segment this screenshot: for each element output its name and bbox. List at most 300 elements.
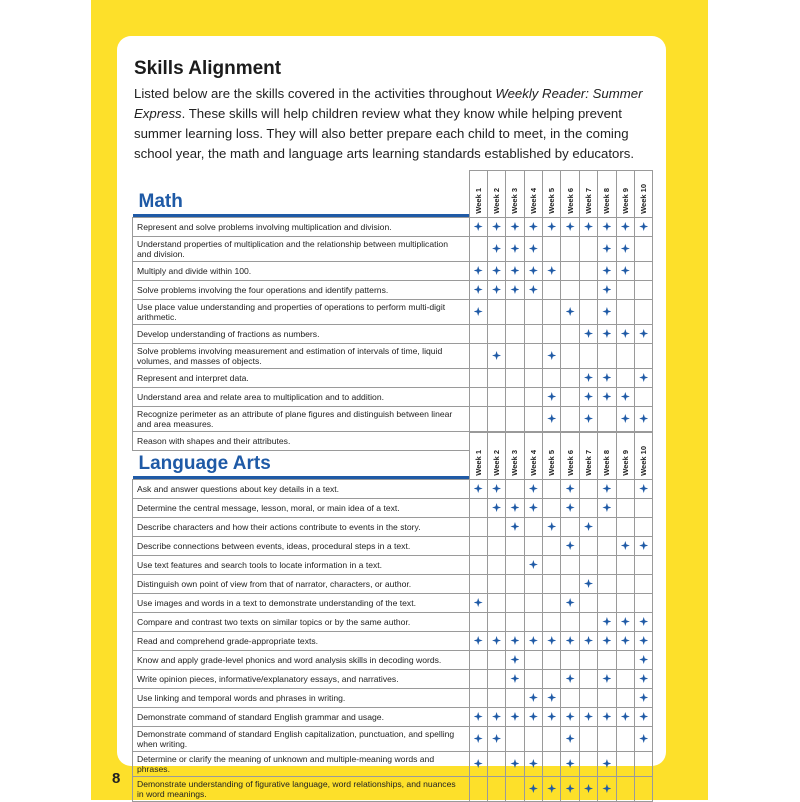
week-cell [616,594,634,613]
week-cell [616,689,634,708]
star-marker-icon [492,266,501,275]
week-cell [487,575,505,594]
week-cell [561,369,579,388]
page-number: 8 [112,770,121,787]
week-cell [524,325,542,344]
week-cell [561,281,579,300]
week-cell [598,325,616,344]
week-cell [616,499,634,518]
week-cell [487,388,505,407]
skill-description: Read and comprehend grade-appropriate texts. [133,632,470,651]
week-cell [598,518,616,537]
star-marker-icon [584,329,593,338]
week-cell [469,218,487,237]
week-cell [616,237,634,262]
week-column-header [524,433,542,480]
star-marker-icon [639,329,648,338]
week-label: Week 1 [473,450,483,476]
week-label: Week 1 [473,188,483,214]
week-label: Week 6 [565,450,575,476]
week-cell [487,300,505,325]
week-cell [487,344,505,369]
week-cell [561,300,579,325]
table-row [133,480,653,499]
week-cell [579,575,597,594]
skill-description: Multiply and divide within 100. [133,262,470,281]
week-cell [524,575,542,594]
week-cell [616,518,634,537]
star-marker-icon [602,503,611,512]
week-cell [635,325,653,344]
week-cell [524,752,542,777]
week-cell [469,594,487,613]
week-cell [543,708,561,727]
star-marker-icon [474,484,483,493]
week-column-header [469,171,487,218]
table-row [133,651,653,670]
star-marker-icon [510,285,519,294]
table-row [133,613,653,632]
week-cell [469,262,487,281]
week-column-header [579,433,597,480]
week-cell [543,325,561,344]
week-cell [598,281,616,300]
star-marker-icon [529,222,538,231]
week-cell [561,594,579,613]
skill-description: Describe characters and how their actions contribute to events in the story. [133,518,470,537]
week-cell [579,777,597,802]
week-cell [469,300,487,325]
star-marker-icon [602,373,611,382]
week-cell [635,777,653,802]
week-cell [598,594,616,613]
language-arts-skills-table [132,432,653,802]
week-cell [561,727,579,752]
star-marker-icon [566,503,575,512]
week-cell [635,281,653,300]
star-marker-icon [584,373,593,382]
week-cell [524,344,542,369]
week-cell [487,325,505,344]
language-arts-header-row [133,433,653,480]
week-cell [487,218,505,237]
week-label: Week 7 [584,450,594,476]
intro-text-1: Listed below are the skills covered in the activities throughout [134,86,496,101]
week-cell [598,689,616,708]
week-cell [579,689,597,708]
week-cell [635,499,653,518]
week-cell [487,537,505,556]
week-column-header [579,171,597,218]
star-marker-icon [474,285,483,294]
week-cell [543,499,561,518]
week-cell [579,344,597,369]
week-label: Week 4 [528,188,538,214]
week-cell [598,708,616,727]
week-cell [635,651,653,670]
week-cell [524,407,542,432]
star-marker-icon [639,373,648,382]
week-cell [561,777,579,802]
star-marker-icon [621,244,630,253]
week-label: Week 3 [510,188,520,214]
star-marker-icon [547,522,556,531]
star-marker-icon [547,784,556,793]
week-cell [635,689,653,708]
week-cell [561,670,579,689]
week-cell [469,480,487,499]
week-cell [469,613,487,632]
week-cell [579,300,597,325]
week-cell [506,752,524,777]
week-cell [579,752,597,777]
skill-description: Describe connections between events, ideas, procedural steps in a text. [133,537,470,556]
star-marker-icon [602,266,611,275]
star-marker-icon [621,392,630,401]
table-row [133,575,653,594]
week-cell [598,262,616,281]
week-cell [635,262,653,281]
week-cell [635,537,653,556]
table-row [133,777,653,802]
week-cell [579,651,597,670]
week-cell [635,480,653,499]
star-marker-icon [566,759,575,768]
star-marker-icon [474,222,483,231]
star-marker-icon [639,414,648,423]
week-cell [506,518,524,537]
star-marker-icon [639,712,648,721]
week-cell [524,388,542,407]
star-marker-icon [510,674,519,683]
week-cell [506,499,524,518]
week-cell [469,281,487,300]
star-marker-icon [547,222,556,231]
star-marker-icon [639,636,648,645]
star-marker-icon [566,674,575,683]
star-marker-icon [492,484,501,493]
star-marker-icon [566,484,575,493]
week-cell [506,613,524,632]
week-cell [635,344,653,369]
star-marker-icon [547,636,556,645]
skill-description: Reason with shapes and their attributes. [133,432,470,451]
star-marker-icon [566,541,575,550]
week-column-header [598,433,616,480]
week-cell [616,708,634,727]
table-row [133,632,653,651]
week-cell [561,752,579,777]
week-cell [598,300,616,325]
week-cell [524,777,542,802]
week-cell [579,388,597,407]
week-cell [635,575,653,594]
star-marker-icon [547,414,556,423]
week-cell [579,480,597,499]
star-marker-icon [510,266,519,275]
week-label: Week 3 [510,450,520,476]
star-marker-icon [492,222,501,231]
star-marker-icon [566,598,575,607]
week-cell [616,613,634,632]
week-cell [616,262,634,281]
table-row [133,670,653,689]
week-cell [487,777,505,802]
week-cell [635,218,653,237]
star-marker-icon [639,617,648,626]
week-cell [506,651,524,670]
star-marker-icon [584,784,593,793]
week-cell [543,752,561,777]
week-cell [561,518,579,537]
page-title: Skills Alignment [134,58,282,79]
week-cell [506,281,524,300]
table-row [133,237,653,262]
math-heading-text: Math [138,191,183,212]
star-marker-icon [510,759,519,768]
table-row [133,300,653,325]
week-label: Week 9 [620,188,630,214]
week-cell [635,752,653,777]
star-marker-icon [529,560,538,569]
week-cell [543,218,561,237]
week-cell [598,480,616,499]
week-column-header [635,433,653,480]
star-marker-icon [602,484,611,493]
week-cell [616,407,634,432]
week-cell [598,613,616,632]
star-marker-icon [474,759,483,768]
week-cell [598,537,616,556]
week-cell [616,632,634,651]
week-cell [469,325,487,344]
week-cell [561,689,579,708]
star-marker-icon [639,655,648,664]
star-marker-icon [529,712,538,721]
week-cell [598,499,616,518]
week-cell [543,632,561,651]
skill-description: Solve problems involving the four operations and identify patterns. [133,281,470,300]
week-cell [487,651,505,670]
week-cell [506,727,524,752]
week-label: Week 10 [639,184,649,214]
week-cell [506,556,524,575]
skill-description: Develop understanding of fractions as numbers. [133,325,470,344]
week-cell [598,670,616,689]
week-cell [506,575,524,594]
week-cell [487,689,505,708]
math-heading [133,171,470,218]
week-cell [543,237,561,262]
week-cell [598,752,616,777]
skill-description: Use linking and temporal words and phrases in writing. [133,689,470,708]
week-cell [487,499,505,518]
week-cell [524,556,542,575]
table-row [133,388,653,407]
week-column-header [506,433,524,480]
week-cell [487,594,505,613]
star-marker-icon [639,541,648,550]
week-cell [579,369,597,388]
week-cell [598,407,616,432]
week-cell [616,369,634,388]
heading-rule [133,476,469,479]
star-marker-icon [529,285,538,294]
week-cell [561,556,579,575]
week-cell [524,300,542,325]
week-cell [469,575,487,594]
star-marker-icon [566,784,575,793]
week-cell [579,407,597,432]
star-marker-icon [584,414,593,423]
skill-description: Represent and interpret data. [133,369,470,388]
week-label: Week 8 [602,450,612,476]
skill-description: Compare and contrast two texts on similar topics or by the same author. [133,613,470,632]
week-cell [543,594,561,613]
skill-description: Demonstrate understanding of figurative language, word relationships, and nuances in word meanings. [133,777,470,802]
star-marker-icon [602,636,611,645]
week-cell [561,651,579,670]
week-cell [506,344,524,369]
star-marker-icon [602,392,611,401]
week-cell [543,537,561,556]
week-cell [635,369,653,388]
week-cell [543,300,561,325]
week-cell [487,518,505,537]
star-marker-icon [510,522,519,531]
week-cell [524,632,542,651]
week-cell [561,613,579,632]
star-marker-icon [492,636,501,645]
week-column-header [506,171,524,218]
week-cell [598,237,616,262]
week-cell [579,727,597,752]
week-cell [598,218,616,237]
week-cell [506,325,524,344]
star-marker-icon [621,541,630,550]
week-cell [469,632,487,651]
table-row [133,556,653,575]
week-cell [469,344,487,369]
star-marker-icon [547,693,556,702]
week-cell [561,575,579,594]
week-cell [487,262,505,281]
star-marker-icon [492,351,501,360]
week-cell [616,300,634,325]
week-cell [616,537,634,556]
table-row [133,537,653,556]
week-cell [524,727,542,752]
week-cell [579,218,597,237]
week-column-header [543,171,561,218]
week-column-header [469,433,487,480]
table-row [133,752,653,777]
week-cell [543,689,561,708]
week-cell [524,708,542,727]
week-cell [506,537,524,556]
week-cell [469,777,487,802]
math-skills-table [132,170,653,451]
week-cell [543,407,561,432]
skill-description: Use text features and search tools to locate information in a text. [133,556,470,575]
week-cell [487,480,505,499]
week-label: Week 5 [547,450,557,476]
week-cell [616,727,634,752]
star-marker-icon [492,734,501,743]
skill-description: Understand properties of multiplication and the relationship between multiplication and division. [133,237,470,262]
week-cell [635,518,653,537]
week-cell [524,594,542,613]
star-marker-icon [510,244,519,253]
skill-description: Determine the central message, lesson, moral, or main idea of a text. [133,499,470,518]
table-row [133,689,653,708]
week-cell [469,407,487,432]
star-marker-icon [602,307,611,316]
star-marker-icon [492,244,501,253]
week-cell [616,651,634,670]
star-marker-icon [602,222,611,231]
week-cell [579,537,597,556]
star-marker-icon [566,222,575,231]
week-cell [561,237,579,262]
week-cell [616,480,634,499]
week-cell [561,344,579,369]
week-cell [579,281,597,300]
intro-book-title: Weekly Reader: Summer Express [134,86,643,121]
week-cell [561,708,579,727]
week-column-header [487,171,505,218]
star-marker-icon [621,329,630,338]
week-cell [524,689,542,708]
week-cell [543,777,561,802]
week-cell [487,670,505,689]
star-marker-icon [584,222,593,231]
week-cell [616,670,634,689]
week-cell [561,632,579,651]
star-marker-icon [529,484,538,493]
star-marker-icon [639,674,648,683]
star-marker-icon [566,636,575,645]
week-cell [635,237,653,262]
star-marker-icon [474,712,483,721]
week-cell [561,262,579,281]
week-cell [469,237,487,262]
week-cell [487,369,505,388]
table-row [133,518,653,537]
week-cell [487,407,505,432]
week-cell [543,556,561,575]
star-marker-icon [510,655,519,664]
week-column-header [561,171,579,218]
skill-description: Write opinion pieces, informative/explanatory essays, and narratives. [133,670,470,689]
week-cell [579,613,597,632]
week-cell [635,613,653,632]
week-cell [598,344,616,369]
week-cell [579,262,597,281]
week-cell [635,300,653,325]
week-label: Week 10 [639,446,649,476]
week-cell [506,218,524,237]
week-cell [598,777,616,802]
week-column-header [487,433,505,480]
week-cell [635,407,653,432]
skill-description: Demonstrate command of standard English capitalization, punctuation, and spelling when writing. [133,727,470,752]
week-cell [561,407,579,432]
week-cell [616,344,634,369]
table-row [133,594,653,613]
week-cell [579,632,597,651]
week-column-header [616,433,634,480]
